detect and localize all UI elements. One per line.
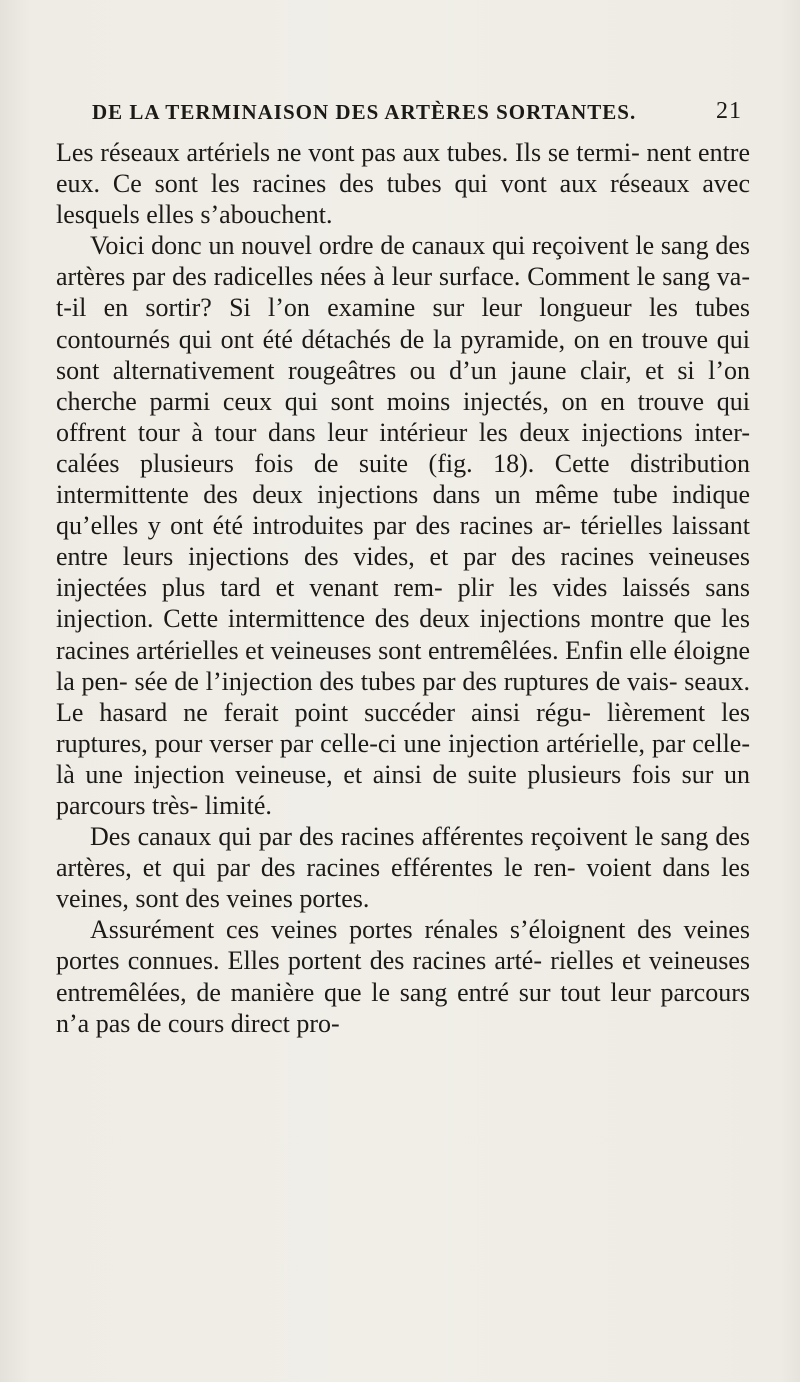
paragraph-2: Voici donc un nouvel ordre de canaux qui reçoivent le sang des artères par des radicelles nées à leur surface. Comment le sang va-t-il en sortir? Si l’on examine sur leur longueur les tubes contournés qui ont été détachés de la pyramide, on en trouve qui sont alternativement rougeâtres ou d’un jaune clair, et si l’on cherche parmi ceux qui sont moins injectés, on en trouve qui offrent tour à tour dans leur intérieur les deux injections inter- calées plusieurs fois de suite (fig. 18). Cette distribution intermittente des deux injections dans un même tube indique qu’elles y ont été introduites par des racines ar- térielles laissant entre leurs injections des vides, et par des racines veineuses injectées plus tard et venant rem- plir les vides laissés sans injection. Cette intermittence des deux injections montre que les racines artérielles et veineuses sont entremêlées. Enfin elle éloigne la pen- sée de l’injection des tubes par des ruptures de vais- seaux. Le hasard ne ferait point succéder ainsi régu- lièrement les ruptures, pour verser par celle-ci une injection artérielle, par celle-là une injection veineuse, et ainsi de suite plusieurs fois sur un parcours très- limité.	[56, 231, 750, 820]
paragraph-3: Des canaux qui par des racines afférentes reçoivent le sang des artères, et qui par des racines efférentes le ren- voient dans les veines, sont des veines portes.	[56, 822, 750, 914]
paragraph-4: Assurément ces veines portes rénales s’éloignent des veines portes connues. Elles portent des racines arté- rielles et veineuses entremêlées, de manière que le sang entré sur tout leur parcours n’a pas de cours direct pro-	[56, 915, 750, 1038]
running-head	[92, 98, 742, 125]
running-head-title: DE LA TERMINAISON DES ARTÈRES SORTANTES.	[92, 100, 637, 124]
body-text	[56, 137, 750, 1039]
paragraph-1: Les réseaux artériels ne vont pas aux tubes. Ils se termi- nent entre eux. Ce sont les racines des tubes qui vont aux réseaux avec lesquels elles s’abouchent.	[56, 138, 750, 230]
page-number: 21	[716, 98, 742, 124]
